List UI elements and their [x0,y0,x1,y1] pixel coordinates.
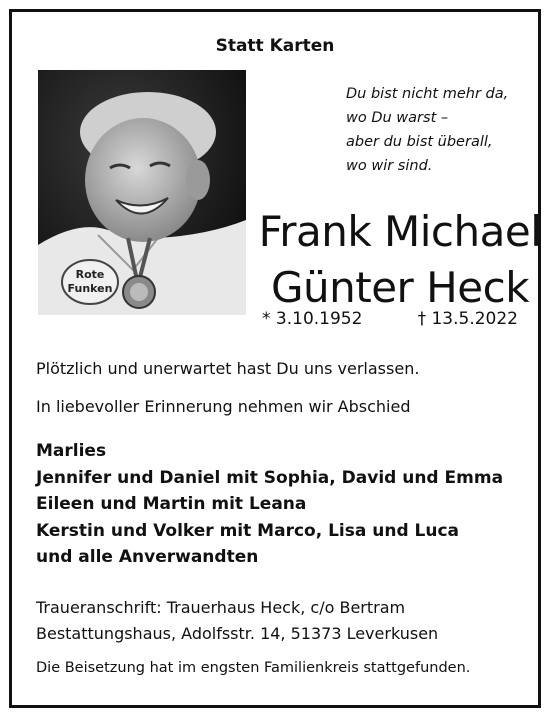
address-line-1: Traueranschrift: Trauerhaus Heck, c/o Bertram [36,598,406,617]
poem-line: Du bist nicht mehr da, [346,86,509,102]
text-line-2: In liebevoller Erinnerung nehmen wir Abschied [36,397,411,416]
family-line: Marlies [36,441,107,461]
family-line: Jennifer und Daniel mit Sophia, David und Emma [36,467,504,488]
badge-text-2: Funken [67,282,113,295]
life-dates [262,309,518,329]
family-line: Kerstin und Volker mit Marco, Lisa und Luca [36,520,460,541]
family-line: und alle Anverwandten [36,547,259,567]
badge-text-1: Rote [75,268,105,281]
text-line-1: Plötzlich und unerwartet hast Du uns verlassen. [36,359,420,378]
birth-date: * 3.10.1952 [262,309,363,329]
address-line-2: Bestattungshaus, Adolfsstr. 14, 51373 Leverkusen [36,624,439,643]
poem-line: wo wir sind. [346,158,433,174]
name-line-2: Günter Heck [270,263,530,312]
name-line-1: Frank Michael [258,207,542,256]
death-date: † 13.5.2022 [417,309,518,329]
portrait-illustration [38,70,246,315]
portrait-photo [38,70,246,315]
poem [346,82,508,178]
header-title: Statt Karten [215,36,335,56]
deceased-name [250,204,550,316]
family-line: Eileen und Martin mit Leana [36,494,307,514]
poem-line: aber du bist überall, [346,134,493,150]
poem-line: wo Du warst – [346,110,449,126]
family-list [36,438,503,571]
footer-note: Die Beisetzung hat im engsten Familienkreis stattgefunden. [36,660,471,676]
